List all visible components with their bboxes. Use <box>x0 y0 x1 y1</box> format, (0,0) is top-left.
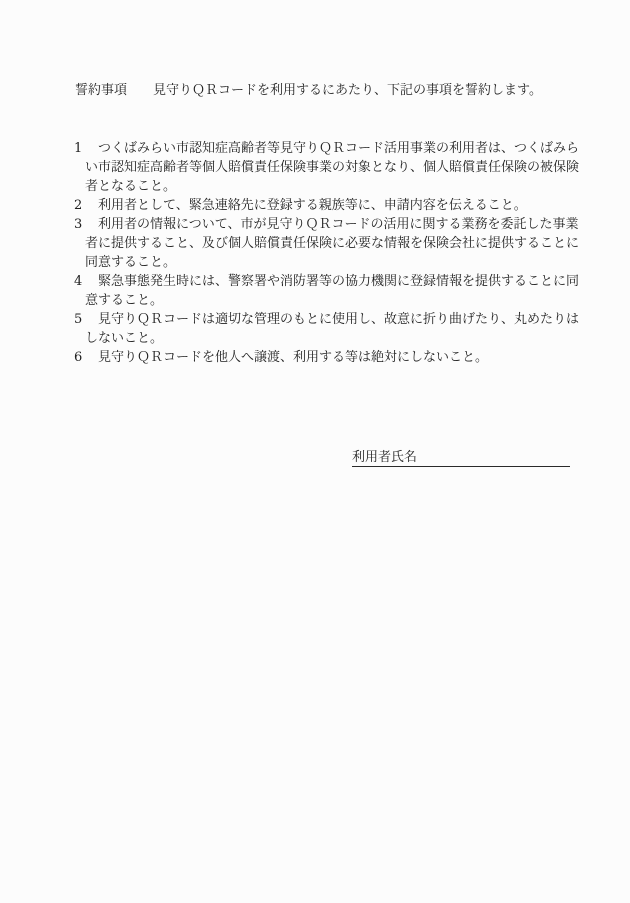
pledge-item-line <box>74 215 630 234</box>
pledge-item-1 <box>0 139 630 196</box>
pledge-item-line <box>74 310 630 329</box>
item-number: 3 <box>74 217 83 232</box>
pledge-heading: 誓約事項 <box>75 83 128 98</box>
pledge-item-line: 意すること。 <box>85 293 164 308</box>
signature-label: 利用者氏名 <box>352 450 418 465</box>
pledge-title-text: 見守りＱＲコードを利用するにあたり、下記の事項を誓約します。 <box>153 83 542 98</box>
item-text: 利用者として、緊急連絡先に登録する親族等に、申請内容を伝えること。 <box>98 198 527 213</box>
pledge-item-4 <box>0 272 630 310</box>
pledge-item-line: い市認知症高齢者等個人賠償責任保険事業の対象となり、個人賠償責任保険の被保険 <box>85 160 580 175</box>
signature-line <box>352 450 570 467</box>
pledge-item-line <box>74 196 630 215</box>
pledge-item-line: 者に提供すること、及び個人賠償責任保険に必要な情報を保険会社に提供することに <box>85 236 580 251</box>
document-title <box>75 81 542 100</box>
item-number: 1 <box>74 141 83 156</box>
pledge-items <box>0 139 630 367</box>
pledge-item-line: 同意すること。 <box>85 255 177 270</box>
item-text: 見守りＱＲコードは適切な管理のもとに使用し、故意に折り曲げたり、丸めたりは <box>98 312 580 327</box>
pledge-item-5 <box>0 310 630 348</box>
pledge-item-line <box>74 348 630 367</box>
signature-block <box>352 450 570 467</box>
item-number: 6 <box>74 350 83 365</box>
item-number: 2 <box>74 198 83 213</box>
item-number: 5 <box>74 312 83 327</box>
item-text: 利用者の情報について、市が見守りＱＲコードの活用に関する業務を委託した事業 <box>98 217 579 232</box>
pledge-item-2 <box>0 196 630 215</box>
item-text: つくばみらい市認知症高齢者等見守りＱＲコード活用事業の利用者は、つくばみら <box>98 141 580 156</box>
item-text: 見守りＱＲコードを他人へ譲渡、利用する等は絶対にしないこと。 <box>98 350 489 365</box>
item-number: 4 <box>74 274 83 289</box>
pledge-item-6 <box>0 348 630 367</box>
pledge-item-line <box>74 272 630 291</box>
pledge-item-3 <box>0 215 630 272</box>
pledge-item-line: しないこと。 <box>85 331 164 346</box>
pledge-item-line: 者となること。 <box>85 179 177 194</box>
item-text: 緊急事態発生時には、警察署や消防署等の協力機関に登録情報を提供することに同 <box>98 274 580 289</box>
pledge-item-line <box>74 139 630 158</box>
